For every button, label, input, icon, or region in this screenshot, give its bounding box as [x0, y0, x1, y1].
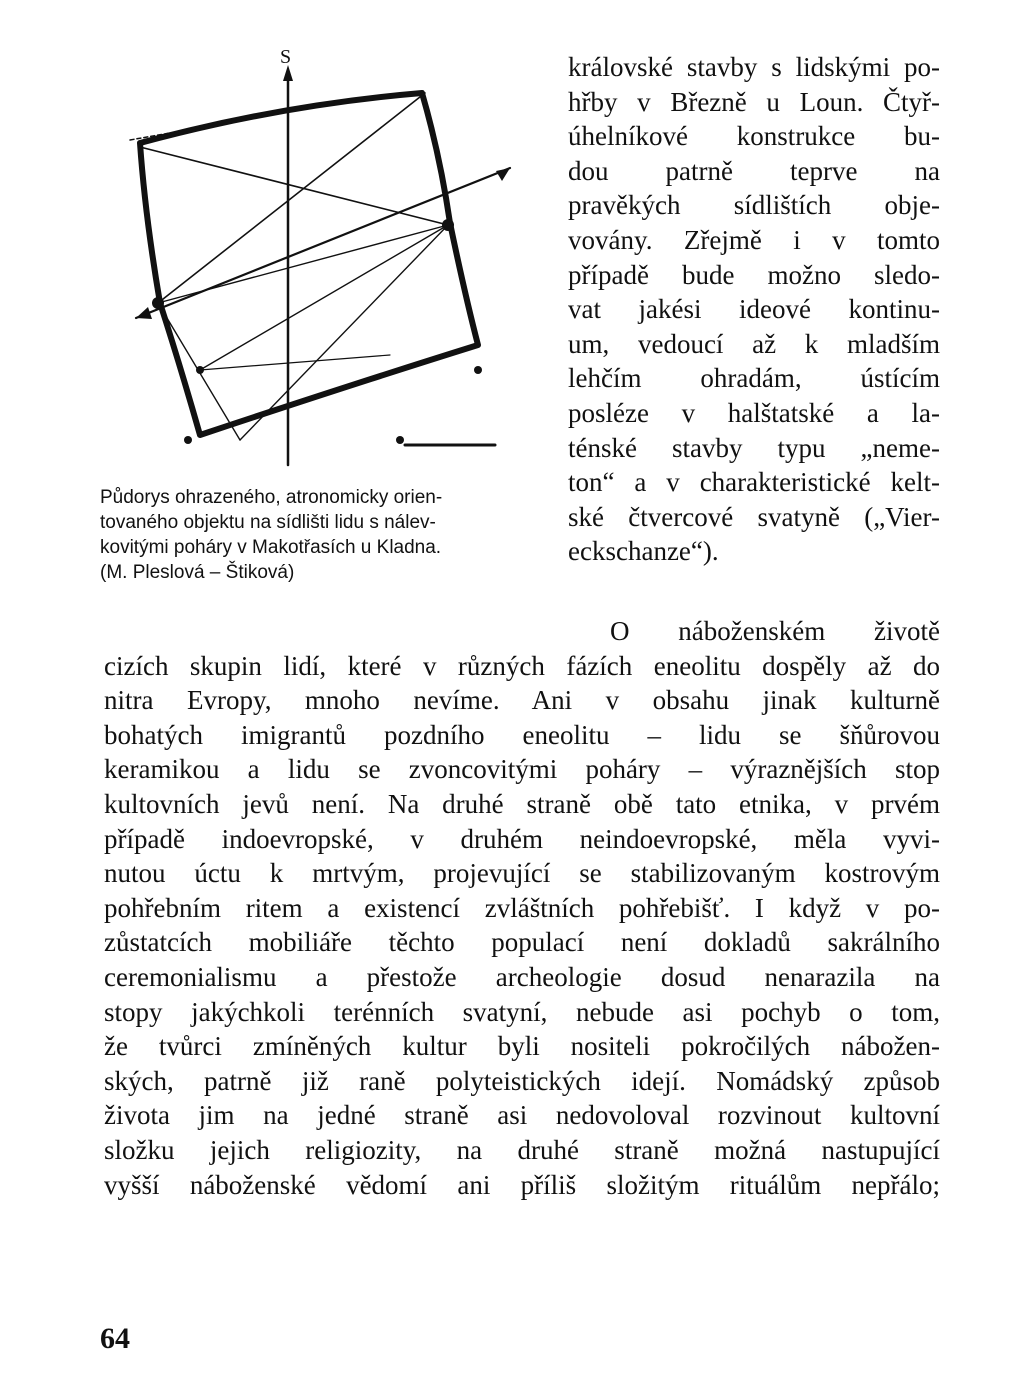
text-line: ton“ a v charakteristické kelt- [568, 467, 940, 498]
text-line: O náboženském životě [610, 616, 940, 646]
text-line: ceremonialismu a přestože archeologie dosud nenarazila na [104, 961, 940, 992]
text-line: nutou úctu k mrtvým, projevující se stabilizovaným kostrovým [104, 858, 940, 889]
text-line: cizích skupin lidí, které v různých fázích eneolitu dospěly až do [104, 650, 940, 681]
text-line: složku jejich religiozity, na druhé straně možná nastupující [104, 1134, 940, 1165]
page-number: 64 [100, 1322, 130, 1355]
caption-line: (M. Pleslová – Štiková) [100, 562, 295, 583]
text-line: královské stavby s lidskými po- [568, 52, 940, 82]
text-line: bohatých imigrantů pozdního eneolitu – lidu se šňůrovou [104, 719, 940, 750]
caption-line: Půdorys ohrazeného, atronomicky orien- [100, 487, 443, 508]
caption-line: tovaného objektu na sídlišti lidu s nálev- [100, 512, 436, 533]
text-line: dou patrně teprve na [568, 155, 940, 186]
text-line: vat jakési ideové kontinu- [568, 294, 940, 325]
enclosure-plan-drawing [100, 35, 560, 475]
text-line: případě bude možno sledo- [568, 259, 940, 290]
site-plan-figure [100, 35, 560, 475]
text-line: že tvůrci zmíněných kultur byli nositeli pokročilých nábožen- [104, 1031, 940, 1062]
text-line: hřby v Březně u Loun. Čtyř- [568, 86, 940, 117]
text-line: posléze v halštatské a la- [568, 397, 940, 428]
text-line: ténské stavby typu „neme- [568, 432, 940, 463]
text-line: případě indoevropské, v druhém neindoevropské, měla vyvi- [104, 823, 940, 854]
text-line: lehčím ohradám, ústícím [568, 363, 940, 394]
caption-line: kovitými poháry v Makotřasích u Kladna. [100, 537, 442, 558]
text-line: stopy jakýchkoli terénních svatyní, nebude asi pochyb o tom, [104, 996, 940, 1027]
enclosure-outline [140, 93, 478, 435]
text-line: ských, patrně již raně polyteistických idejí. Nomádský způsob [104, 1065, 940, 1096]
right-column-text [568, 50, 940, 569]
text-line: vyšší náboženské vědomí ani příliš složitým rituálům nepřálo; [104, 1169, 940, 1200]
text-line: ské čtvercové svatyně („Vier- [568, 501, 940, 532]
text-line: kultovních jevů není. Na druhé straně obě tato etnika, v prvém [104, 788, 940, 819]
main-paragraph [104, 614, 940, 1202]
figure-caption [100, 485, 555, 585]
text-line: keramikou a lidu se zvoncovitými poháry – výraznějších stop [104, 754, 940, 785]
north-label: S [280, 46, 292, 68]
text-line: zůstatcích mobiliáře těchto populací není dokladů sakrálního [104, 927, 940, 958]
text-line: života jim na jedné straně asi nedovoloval rozvinout kultovní [104, 1100, 940, 1131]
text-line: pohřebním ritem a existencí zvláštních pohřebišť. I když v po- [104, 892, 940, 923]
text-line: um, vedoucí až k mladším [568, 328, 940, 359]
text-line: úhelníkové konstrukce bu- [568, 121, 940, 152]
text-line: pravěkých sídlištích obje- [568, 190, 940, 221]
text-line: nitra Evropy, mnoho nevíme. Ani v obsahu jinak kulturně [104, 685, 940, 716]
text-line: eckschanze“). [568, 536, 719, 567]
text-line: vovány. Zřejmě i v tomto [568, 224, 940, 255]
